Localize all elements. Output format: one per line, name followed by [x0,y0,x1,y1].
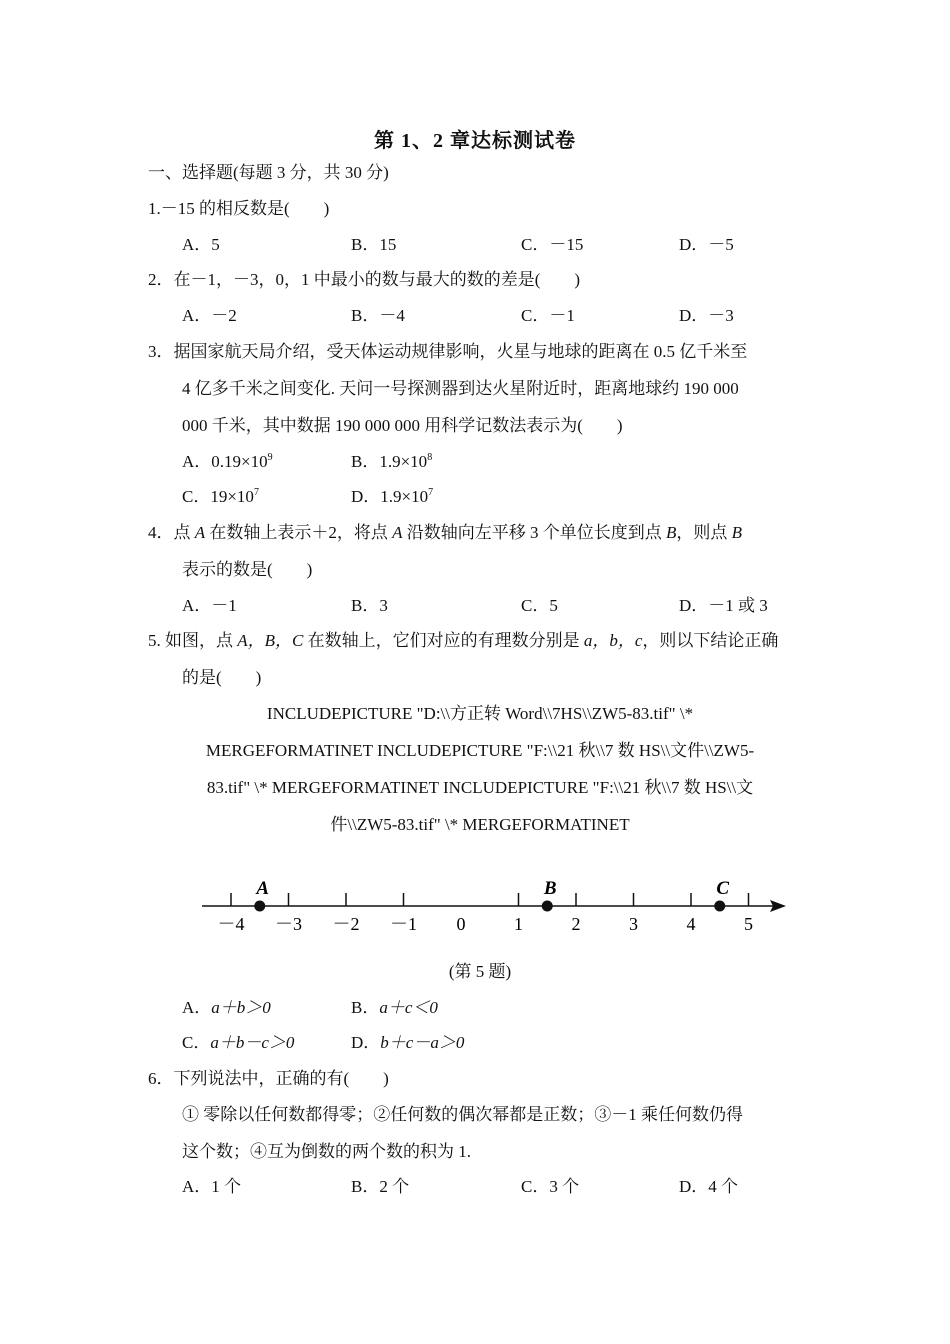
tick-label: －4 [217,914,245,934]
question-2-stem: 2．在－1，－3，0，1 中最小的数与最大的数的差是( ) [148,270,581,289]
field-code-line-2: MERGEFORMATINET INCLUDEPICTURE "F:\\21 秋\\7 数 HS\\文件\\ZW5- [205,741,755,760]
tick-label: 5 [744,914,753,934]
q5-option-a-expr: a＋b＞0 [211,998,271,1017]
q5-option-c-expr: a＋b－c＞0 [210,1033,295,1052]
question-1-stem: 1.－15 的相反数是( ) [148,199,330,218]
q5-points: A，B，C [237,631,304,650]
question-3-line-2: 4 亿多千米之间变化. 天问一号探测器到达火星附近时，距离地球约 190 000 [182,379,739,398]
question-3-line-1: 3．据国家航天局介绍，受天体运动规律影响，火星与地球的距离在 0.5 亿千米至 [148,342,748,361]
tick-label: 2 [571,914,581,934]
q3-option-b [351,450,432,474]
q2-option-c: C．－1 [521,306,575,325]
point-c-label: C [716,878,730,899]
q5-option-a-label: A． [182,998,212,1017]
q5-option-d-expr: b＋c－a＞0 [380,1033,465,1052]
q5-vars: a，b，c [583,631,643,650]
q3-option-b-label: B．1.9×10 [351,452,428,471]
q6-option-d: D．4 个 [679,1177,739,1196]
q4-option-a: A．－1 [182,596,237,615]
q2-option-d: D．－3 [679,306,734,325]
q5-option-a [182,996,271,1020]
q4-text-1: 4．点 [148,523,195,542]
number-line-figure [190,868,800,940]
q3-option-b-exponent: 8 [427,452,433,463]
q4-point-b: B [666,523,677,542]
q3-option-d-exponent: 7 [428,487,434,498]
q3-option-d [351,485,433,509]
tick-label: －2 [332,914,360,934]
q5-option-b-expr: a＋c＜0 [379,998,438,1017]
point-a-dot [254,901,265,912]
q5-text-2: 在数轴上，它们对应的有理数分别是 [303,631,584,650]
q4-option-d: D．－1 或 3 [679,596,768,615]
question-6-line-2: 这个数；④互为倒数的两个数的积为 1. [182,1142,471,1161]
tick-label: －3 [275,914,302,934]
q2-option-b: B．－4 [351,306,405,325]
tick-label: 3 [629,914,638,934]
q4-text-2: 在数轴上表示＋2，将点 [205,523,393,542]
q4-text-4: ，则点 [676,523,732,542]
tick-label: 0 [456,914,466,934]
q5-option-d [351,1031,464,1055]
q3-option-a [182,450,273,474]
q5-option-c [182,1031,294,1055]
question-4-line-2: 表示的数是( ) [182,560,313,579]
question-5-line-2: 的是( ) [182,668,262,687]
point-c-dot [714,901,725,912]
field-code-line-4: 件\\ZW5-83.tif" \* MERGEFORMATINET [330,815,630,834]
q1-option-a: A．5 [182,235,220,254]
q3-option-a-label: A．0.19×10 [182,452,268,471]
field-code-line-1: INCLUDEPICTURE "D:\\方正转 Word\\7HS\\ZW5-83.tif" \* [266,704,694,723]
q5-option-c-label: C． [182,1033,211,1052]
q4-point-b-2: B [731,523,743,542]
q5-option-d-label: D． [351,1033,381,1052]
question-6-stem: 6．下列说法中，正确的有( ) [148,1069,389,1088]
q6-option-c: C．3 个 [521,1177,580,1196]
q2-option-a: A．－2 [182,306,237,325]
q5-option-b [351,996,438,1020]
field-code-line-3: 83.tif" \* MERGEFORMATINET INCLUDEPICTURE "F:\\21 秋\\7 数 HS\\文 [206,778,754,797]
tick-label: 4 [686,914,696,934]
q5-option-b-label: B． [351,998,380,1017]
q3-option-c-exponent: 7 [253,487,259,498]
q5-text-3: ，则以下结论正确 [642,631,779,650]
figure-caption: (第 5 题) [448,962,512,981]
page-title: 第 1、2 章达标测试卷 [374,130,576,152]
tick-label: －1 [390,914,417,934]
q1-option-c: C．－15 [521,235,584,254]
point-b-dot [542,901,553,912]
tick-label: 1 [514,914,523,934]
q4-option-b: B．3 [351,596,388,615]
question-4-line-1 [148,521,742,545]
q1-option-b: B．15 [351,235,397,254]
point-a-label: A [256,878,270,899]
q6-option-a: A．1 个 [182,1177,242,1196]
question-5-line-1 [148,629,778,653]
question-3-line-3: 000 千米，其中数据 190 000 000 用科学记数法表示为( ) [182,416,623,435]
question-6-line-1: ① 零除以任何数都得零；②任何数的偶次幂都是正数；③－1 乘任何数仍得 [182,1105,743,1124]
q4-text-3: 沿数轴向左平移 3 个单位长度到点 [402,523,667,542]
section-heading: 一、选择题(每题 3 分，共 30 分) [148,163,389,182]
q3-option-c [182,485,259,509]
q3-option-c-label: C．19×10 [182,487,254,506]
q3-option-d-label: D．1.9×10 [351,487,429,506]
q1-option-d: D．－5 [679,235,734,254]
q6-option-b: B．2 个 [351,1177,410,1196]
q4-option-c: C．5 [521,596,558,615]
q4-point-a: A [194,523,206,542]
q3-option-a-exponent: 9 [267,452,273,463]
q5-text-1: 5. 如图，点 [148,631,238,650]
q4-point-a-2: A [392,523,403,542]
point-b-label: B [543,878,557,899]
